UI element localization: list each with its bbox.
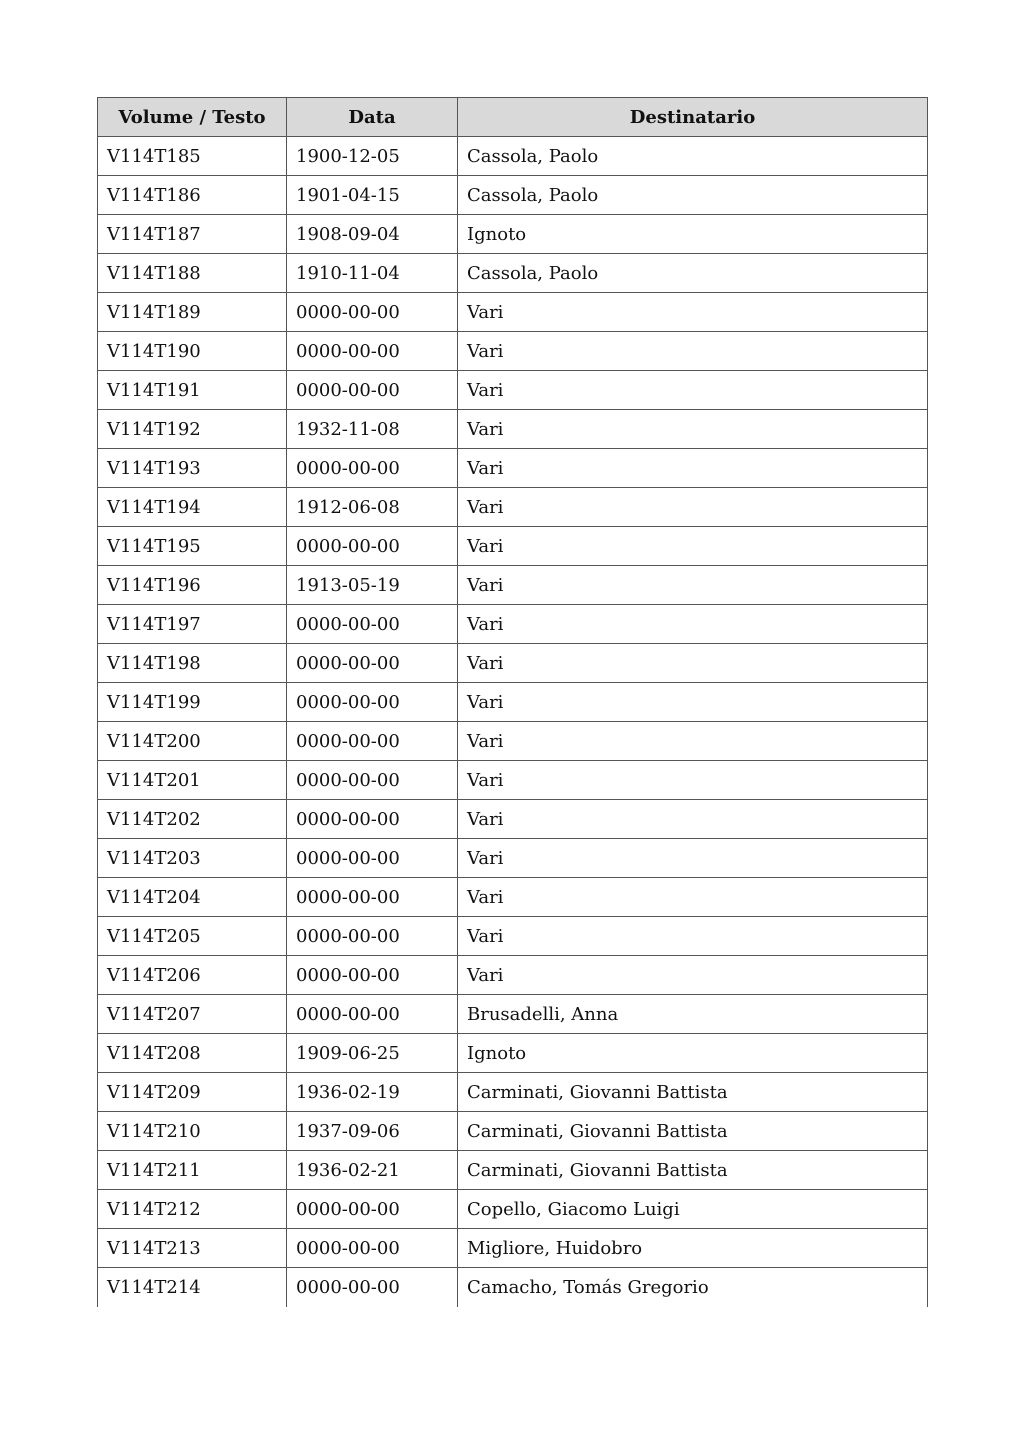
cell-data: 0000-00-00 xyxy=(287,878,458,917)
column-header-volume-testo: Volume / Testo xyxy=(98,98,287,137)
table-row xyxy=(98,410,928,449)
table-row xyxy=(98,488,928,527)
cell-volume-testo: V114T201 xyxy=(98,761,287,800)
cell-destinatario: Migliore, Huidobro xyxy=(458,1229,928,1268)
cell-destinatario: Vari xyxy=(458,371,928,410)
cell-volume-testo: V114T198 xyxy=(98,644,287,683)
column-header-data: Data xyxy=(287,98,458,137)
cell-destinatario: Brusadelli, Anna xyxy=(458,995,928,1034)
cell-data: 0000-00-00 xyxy=(287,644,458,683)
cell-destinatario: Vari xyxy=(458,410,928,449)
cell-volume-testo: V114T196 xyxy=(98,566,287,605)
cell-destinatario: Vari xyxy=(458,917,928,956)
cell-data: 0000-00-00 xyxy=(287,761,458,800)
cell-destinatario: Vari xyxy=(458,566,928,605)
table-row xyxy=(98,293,928,332)
cell-data: 0000-00-00 xyxy=(287,956,458,995)
cell-data: 0000-00-00 xyxy=(287,605,458,644)
table-row xyxy=(98,800,928,839)
cell-data: 1912-06-08 xyxy=(287,488,458,527)
cell-volume-testo: V114T197 xyxy=(98,605,287,644)
cell-data: 1913-05-19 xyxy=(287,566,458,605)
table-row xyxy=(98,1073,928,1112)
cell-volume-testo: V114T195 xyxy=(98,527,287,566)
cell-destinatario: Ignoto xyxy=(458,215,928,254)
cell-data: 0000-00-00 xyxy=(287,332,458,371)
cell-volume-testo: V114T212 xyxy=(98,1190,287,1229)
cell-data: 0000-00-00 xyxy=(287,449,458,488)
cell-volume-testo: V114T206 xyxy=(98,956,287,995)
table-row xyxy=(98,1151,928,1190)
table-row xyxy=(98,605,928,644)
table-row xyxy=(98,137,928,176)
cell-volume-testo: V114T209 xyxy=(98,1073,287,1112)
cell-data: 0000-00-00 xyxy=(287,371,458,410)
table-body xyxy=(98,137,928,1307)
cell-destinatario: Ignoto xyxy=(458,1034,928,1073)
cell-data: 1936-02-19 xyxy=(287,1073,458,1112)
table-row xyxy=(98,1229,928,1268)
records-table xyxy=(97,97,928,1307)
cell-data: 1901-04-15 xyxy=(287,176,458,215)
cell-data: 0000-00-00 xyxy=(287,1190,458,1229)
cell-volume-testo: V114T214 xyxy=(98,1268,287,1307)
table-row xyxy=(98,1112,928,1151)
cell-destinatario: Vari xyxy=(458,722,928,761)
table-row xyxy=(98,722,928,761)
cell-volume-testo: V114T193 xyxy=(98,449,287,488)
table-row xyxy=(98,176,928,215)
cell-destinatario: Vari xyxy=(458,527,928,566)
cell-volume-testo: V114T203 xyxy=(98,839,287,878)
cell-data: 0000-00-00 xyxy=(287,293,458,332)
table-row xyxy=(98,917,928,956)
cell-data: 1900-12-05 xyxy=(287,137,458,176)
cell-volume-testo: V114T213 xyxy=(98,1229,287,1268)
table-row xyxy=(98,1268,928,1307)
cell-data: 0000-00-00 xyxy=(287,722,458,761)
column-header-destinatario: Destinatario xyxy=(458,98,928,137)
cell-destinatario: Vari xyxy=(458,644,928,683)
cell-volume-testo: V114T211 xyxy=(98,1151,287,1190)
table-row xyxy=(98,995,928,1034)
cell-data: 0000-00-00 xyxy=(287,1229,458,1268)
cell-volume-testo: V114T187 xyxy=(98,215,287,254)
table-row xyxy=(98,566,928,605)
table-row xyxy=(98,683,928,722)
cell-destinatario: Vari xyxy=(458,293,928,332)
cell-volume-testo: V114T204 xyxy=(98,878,287,917)
cell-volume-testo: V114T210 xyxy=(98,1112,287,1151)
cell-destinatario: Vari xyxy=(458,761,928,800)
cell-data: 1910-11-04 xyxy=(287,254,458,293)
cell-destinatario: Vari xyxy=(458,605,928,644)
table-row xyxy=(98,839,928,878)
cell-volume-testo: V114T190 xyxy=(98,332,287,371)
cell-data: 1937-09-06 xyxy=(287,1112,458,1151)
cell-volume-testo: V114T192 xyxy=(98,410,287,449)
cell-volume-testo: V114T207 xyxy=(98,995,287,1034)
cell-destinatario: Cassola, Paolo xyxy=(458,254,928,293)
cell-destinatario: Camacho, Tomás Gregorio xyxy=(458,1268,928,1307)
table-row xyxy=(98,956,928,995)
cell-destinatario: Copello, Giacomo Luigi xyxy=(458,1190,928,1229)
table-row xyxy=(98,644,928,683)
cell-data: 0000-00-00 xyxy=(287,683,458,722)
table-row xyxy=(98,215,928,254)
cell-volume-testo: V114T200 xyxy=(98,722,287,761)
cell-destinatario: Vari xyxy=(458,800,928,839)
cell-data: 1936-02-21 xyxy=(287,1151,458,1190)
cell-data: 0000-00-00 xyxy=(287,917,458,956)
table-header xyxy=(98,98,928,137)
header-row xyxy=(98,98,928,137)
cell-destinatario: Vari xyxy=(458,488,928,527)
cell-data: 0000-00-00 xyxy=(287,995,458,1034)
cell-volume-testo: V114T194 xyxy=(98,488,287,527)
cell-destinatario: Vari xyxy=(458,956,928,995)
cell-volume-testo: V114T186 xyxy=(98,176,287,215)
cell-destinatario: Carminati, Giovanni Battista xyxy=(458,1112,928,1151)
cell-destinatario: Carminati, Giovanni Battista xyxy=(458,1151,928,1190)
cell-destinatario: Vari xyxy=(458,839,928,878)
cell-destinatario: Vari xyxy=(458,332,928,371)
cell-data: 0000-00-00 xyxy=(287,800,458,839)
table-row xyxy=(98,332,928,371)
cell-volume-testo: V114T188 xyxy=(98,254,287,293)
cell-volume-testo: V114T205 xyxy=(98,917,287,956)
cell-volume-testo: V114T202 xyxy=(98,800,287,839)
cell-volume-testo: V114T199 xyxy=(98,683,287,722)
table-row xyxy=(98,878,928,917)
cell-destinatario: Carminati, Giovanni Battista xyxy=(458,1073,928,1112)
cell-data: 1932-11-08 xyxy=(287,410,458,449)
table-row xyxy=(98,527,928,566)
cell-destinatario: Vari xyxy=(458,449,928,488)
cell-data: 0000-00-00 xyxy=(287,839,458,878)
cell-data: 1909-06-25 xyxy=(287,1034,458,1073)
cell-volume-testo: V114T208 xyxy=(98,1034,287,1073)
cell-destinatario: Cassola, Paolo xyxy=(458,137,928,176)
cell-volume-testo: V114T191 xyxy=(98,371,287,410)
cell-destinatario: Vari xyxy=(458,878,928,917)
cell-volume-testo: V114T189 xyxy=(98,293,287,332)
table-row xyxy=(98,761,928,800)
table-row xyxy=(98,1034,928,1073)
cell-destinatario: Cassola, Paolo xyxy=(458,176,928,215)
cell-data: 0000-00-00 xyxy=(287,527,458,566)
table-row xyxy=(98,449,928,488)
cell-data: 1908-09-04 xyxy=(287,215,458,254)
cell-destinatario: Vari xyxy=(458,683,928,722)
cell-data: 0000-00-00 xyxy=(287,1268,458,1307)
cell-volume-testo: V114T185 xyxy=(98,137,287,176)
table-row xyxy=(98,1190,928,1229)
table-row xyxy=(98,254,928,293)
table-row xyxy=(98,371,928,410)
